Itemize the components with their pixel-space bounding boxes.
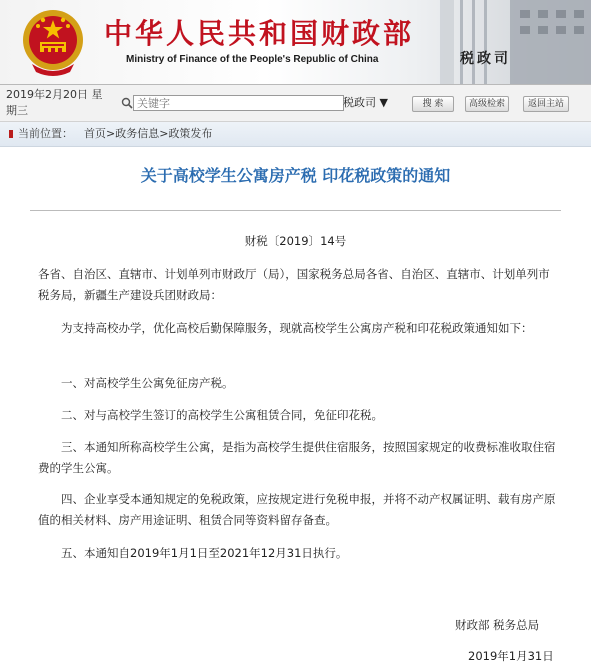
site-title-cn: 中华人民共和国财政部: [104, 17, 415, 50]
header-banner: [0, 0, 591, 85]
current-date: [6, 87, 124, 119]
breadcrumb-item-policy[interactable]: 政策发布: [168, 127, 213, 140]
policy-item-3: 三、本通知所称高校学生公寓，是指为高校学生提供住宿服务，按照国家规定的收费标准收取住宿费的学生公寓。: [38, 440, 556, 475]
title-divider: [30, 210, 561, 211]
scope-select[interactable]: 税政司 ▼: [343, 96, 388, 109]
search-input[interactable]: [133, 95, 344, 111]
breadcrumb-item-home[interactable]: 首页: [84, 127, 106, 140]
advanced-search-button[interactable]: 高级检索: [465, 96, 509, 112]
issue-date: 2019年1月31日: [468, 649, 554, 663]
date-line-1: 2019年2月20日 星: [6, 88, 103, 101]
policy-item-1: 一、对高校学生公寓免征房产税。: [61, 376, 234, 390]
policy-item-2: 二、对与高校学生签订的高校学生公寓租赁合同，免征印花税。: [61, 408, 383, 422]
breadcrumb-label: 当前位置：: [18, 127, 73, 140]
breadcrumb-separator: >: [106, 127, 116, 140]
breadcrumb-marker-icon: [9, 130, 13, 138]
site-title-en: Ministry of Finance of the People's Republic of China: [126, 54, 379, 65]
recipients-paragraph: 各省、自治区、直辖市、计划单列市财政厅（局），国家税务总局各省、自治区、直辖市、计划单列市税务局，新疆生产建设兵团财政局：: [38, 267, 550, 302]
search-icon: [121, 97, 133, 109]
breadcrumb-item-news[interactable]: 政务信息: [115, 127, 160, 140]
breadcrumb-path: [84, 122, 212, 146]
date-line-2: 期三: [6, 104, 28, 117]
search-button[interactable]: 搜 索: [412, 96, 454, 112]
toolbar: [0, 85, 591, 122]
breadcrumb-separator: >: [159, 127, 169, 140]
return-home-button[interactable]: 返回主站: [523, 96, 569, 112]
department-label: 税政司: [460, 51, 511, 67]
building-image: [420, 0, 591, 84]
issuing-authorities: 财政部 税务总局: [455, 618, 540, 632]
breadcrumb: [0, 122, 591, 147]
policy-item-4: 四、企业享受本通知规定的免税政策，应按规定进行免税申报，并将不动产权属证明、载有房产原值的相关材料、房产用途证明、租赁合同等资料留存备查。: [38, 492, 556, 527]
national-emblem-icon: [18, 6, 88, 78]
intro-paragraph: 为支持高校办学，优化高校后勤保障服务，现就高校学生公寓房产税和印花税政策通知如下：: [61, 321, 533, 335]
policy-item-5: 五、本通知自2019年1月1日至2021年12月31日执行。: [61, 546, 348, 560]
document-number: 财税〔2019〕14号: [244, 234, 347, 248]
article-title: 关于高校学生公寓房产税 印花税政策的通知: [140, 166, 451, 185]
